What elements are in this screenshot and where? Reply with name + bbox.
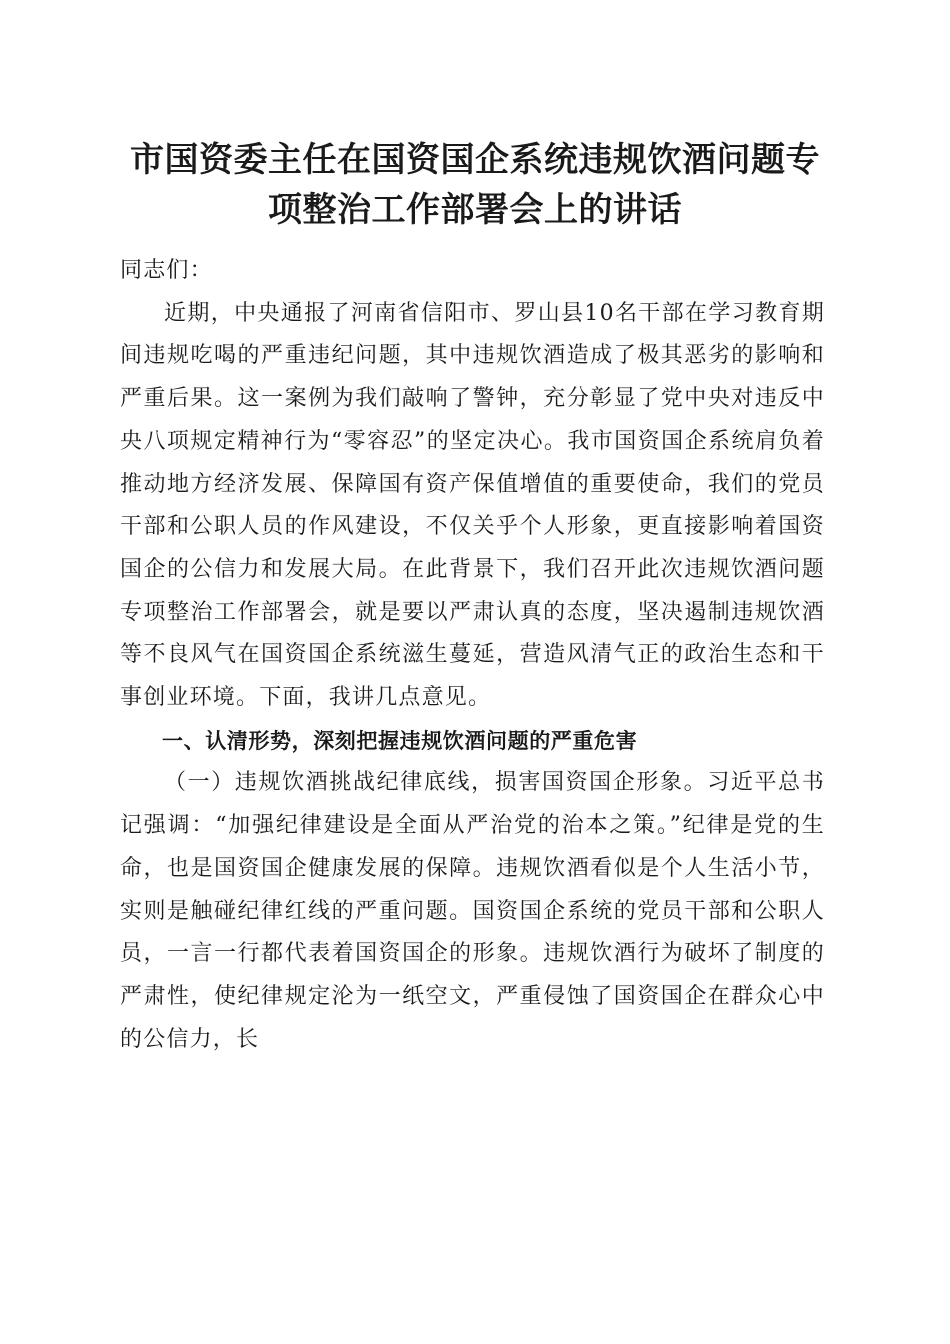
title-line-1: 市国资委主任在国资国企系统违规饮酒问题专 bbox=[130, 140, 820, 180]
subsection-text-1: 习近平总书记强调：“加强纪律建设是全面从严治党的治本之策。”纪律是党的生命，也是国资国企健康发展的保障。违规饮酒看似是个人生活小节，实则是触碰纪律红线的严重问题。国资国企系统的党员干部和公职人员，一言一行都代表着国资国企的形象。违规饮酒行为破坏了制度的严肃性，使纪律规定沦为一纸空文，严重侵蚀了国资国企在群众心中的公信力，长 bbox=[120, 770, 825, 1052]
salutation: 同志们： bbox=[120, 258, 213, 283]
intro-paragraph: 近期，中央通报了河南省信阳市、罗山县10名干部在学习教育期间违规吃喝的严重违纪问题，其中违规饮酒造成了极其恶劣的影响和严重后果。这一案例为我们敲响了警钟，充分彰显了党中央对违反中央八项规定精神行为“零容忍”的坚定决心。我市国资国企系统肩负着推动地方经济发展、保障国有资产保值增值的重要使命，我们的党员干部和公职人员的作风建设，不仅关乎个人形象，更直接影响着国资国企的公信力和发展大局。在此背景下，我们召开此次违规饮酒问题专项整治工作部署会，就是要以严肃认真的态度，坚决遏制违规饮酒等不良风气在国资国企系统滋生蔓延，营造风清气正的政治生态和干事创业环境。下面，我讲几点意见。 bbox=[120, 300, 825, 711]
document-title bbox=[100, 135, 850, 235]
subsection-paragraph-1 bbox=[120, 762, 825, 1061]
document-body bbox=[120, 250, 825, 1061]
subsection-label-1: （一）违规饮酒挑战纪律底线，损害国资国企形象。 bbox=[164, 770, 708, 796]
section-heading-1: 一、认清形势，深刻把握违规饮酒问题的严重危害 bbox=[162, 728, 638, 753]
title-line-2: 项整治工作部署会上的讲话 bbox=[268, 190, 682, 230]
